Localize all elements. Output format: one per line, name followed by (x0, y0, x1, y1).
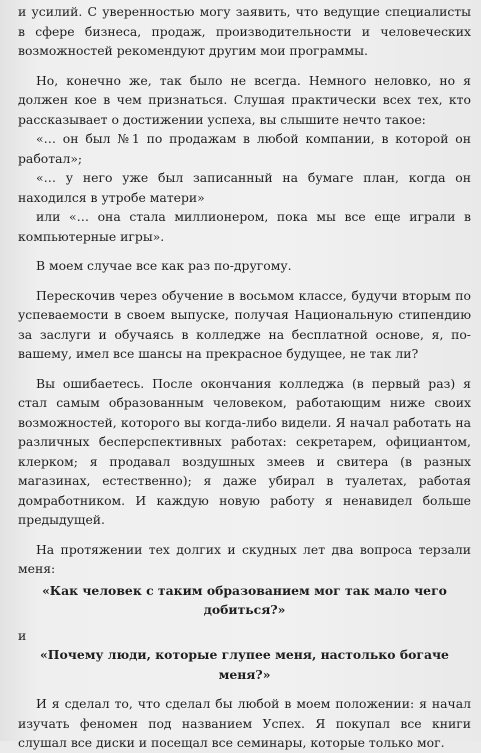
quote-plan: «… у него уже был записанный на бумаге план, когда он находился в утробе матери» (18, 170, 471, 205)
question-richer: «Почему люди, которые глупее меня, настолько богаче меня?» (40, 647, 449, 682)
paragraph-education: Перескочив через обучение в восьмом классе, будучи вторым по успеваемости в своем выпуске, получая Национальную стипендию за заслуги и обучаясь в колледже на бесплатной основе, я, по-вашему, имел все шансы на прекрасное будущее, не так ли? (18, 287, 471, 361)
paragraph-continuation: и усилий. С уверенностью могу заявить, что ведущие специалисты в сфере бизнеса, продаж, производительности и человеческих возможностей рекомендуют другим мои программы. (18, 4, 471, 58)
conjunction-and: и (18, 627, 27, 643)
paragraph-confession: Но, конечно же, так было не всегда. Немного неловко, но я должен кое в чем признаться. Слушая практически всех тех, кто рассказывает о достижении успеха, вы слышите нечто такое: (18, 72, 471, 127)
paragraph-my-case: В моем случае все как раз по-другому. (36, 258, 292, 273)
paragraph-jobs: Вы ошибаетесь. После окончания колледжа (в первый раз) я стал самым образованным человеком, работающим ниже своих возможностей, которого вы когда-либо видели. Я начал работать на различных бесперспективных работах: секретарем, официантом, клерком; я продавал воздушных змеев и свитера (в разных магазинах, естественно); я даже убирал в туалетах, работая домработником. И каждую новую работу я ненавидел больше предыдущей. (18, 375, 471, 527)
question-education: «Как человек с таким образованием мог так мало чего добиться?» (42, 582, 447, 617)
quote-sales: «… он был №1 по продажам в любой компании, в которой он работал»; (18, 131, 471, 166)
quote-millionaire: или «… она стала миллионером, пока мы все еще играли в компьютерные игры». (18, 209, 471, 244)
paragraph-success-study: И я сделал то, что сделал бы любой в моем положении: я начал изучать феномен под названием Успех. Я покупал все книги слушал все диски и посещал все семинары, которые только мог. (18, 696, 471, 750)
paragraph-questions-intro: На протяжении тех долгих и скудных лет два вопроса терзали меня: (18, 541, 471, 576)
